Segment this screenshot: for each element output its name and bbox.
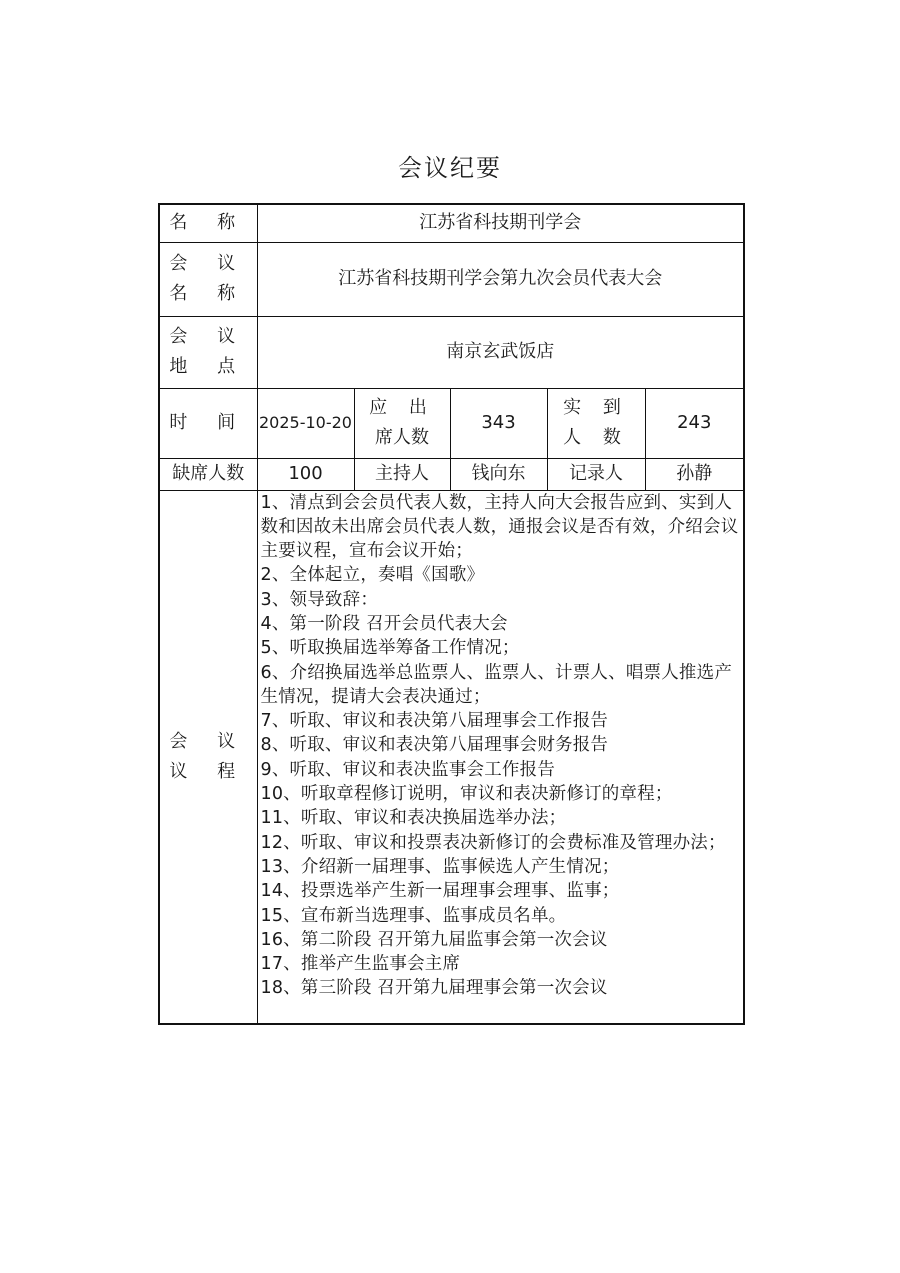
agenda-item: 1、清点到会会员代表人数，主持人向大会报告应到、实到人数和因故未出席会员代表人数，通报会议是否有效，介绍会议主要议程，宣布会议开始； (260, 492, 739, 562)
document-title: 会议纪要 (398, 154, 502, 182)
meeting-minutes-table (158, 203, 745, 1025)
meeting-place-label-line2: 地 点 (169, 356, 248, 377)
name-value: 江苏省科技期刊学会 (257, 204, 744, 242)
actual-label-line1: 实 到 (563, 397, 629, 418)
agenda-item: 18、第三阶段 召开第九届理事会第一次会议 (260, 978, 608, 999)
expected-attendance-value: 343 (450, 388, 547, 458)
agenda-item: 3、领导致辞： (260, 589, 379, 610)
agenda-item: 4、第一阶段 召开会员代表大会 (260, 613, 508, 634)
expected-label-line2: 席人数 (375, 427, 429, 448)
agenda-item: 5、听取换届选举筹备工作情况； (260, 638, 520, 659)
row-name (159, 204, 744, 242)
agenda-content (257, 490, 744, 1024)
agenda-item: 7、听取、审议和表决第八届理事会工作报告 (260, 711, 609, 732)
meeting-name-label-line1: 会 议 (169, 253, 248, 274)
expected-label-line1: 应 出 (369, 397, 435, 418)
agenda-item: 6、介绍换届选举总监票人、监票人、计票人、唱票人推选产生情况，提请大会表决通过； (260, 662, 733, 707)
meeting-name-label-line2: 名 称 (169, 283, 248, 304)
row-absence (159, 458, 744, 490)
actual-label-line2: 人 数 (563, 427, 629, 448)
name-label: 名 称 (159, 204, 257, 242)
meeting-place-value: 南京玄武饭店 (257, 316, 744, 388)
agenda-item: 17、推举产生监事会主席 (260, 954, 461, 975)
agenda-item: 15、宣布新当选理事、监事成员名单。 (260, 905, 567, 926)
agenda-label-line1: 会 议 (169, 730, 248, 752)
row-time (159, 388, 744, 458)
agenda-item: 10、听取章程修订说明，审议和表决新修订的章程； (260, 784, 673, 805)
agenda-item: 16、第二阶段 召开第九届监事会第一次会议 (260, 929, 608, 950)
recorder-value: 孙静 (645, 458, 744, 490)
agenda-item: 11、听取、审议和表决换届选举办法； (260, 808, 567, 829)
actual-attendance-label (547, 388, 645, 458)
agenda-label-line2: 议 程 (169, 760, 248, 782)
time-label: 时 间 (159, 388, 257, 458)
agenda-item: 8、听取、审议和表决第八届理事会财务报告 (260, 735, 609, 756)
meeting-name-value: 江苏省科技期刊学会第九次会员代表大会 (257, 242, 744, 316)
meeting-place-label (159, 316, 257, 388)
absent-label: 缺席人数 (159, 458, 257, 490)
host-value: 钱向东 (450, 458, 547, 490)
row-meeting-place (159, 316, 744, 388)
agenda-item: 9、听取、审议和表决监事会工作报告 (260, 759, 556, 780)
row-meeting-name (159, 242, 744, 316)
agenda-item: 2、全体起立，奏唱《国歌》 (260, 565, 485, 586)
actual-attendance-value: 243 (645, 388, 744, 458)
absent-value: 100 (257, 458, 354, 490)
row-agenda (159, 490, 744, 1024)
host-label: 主持人 (354, 458, 450, 490)
meeting-name-label (159, 242, 257, 316)
agenda-label (159, 490, 257, 1024)
agenda-item: 13、介绍新一届理事、监事候选人产生情况； (260, 856, 620, 877)
expected-attendance-label (354, 388, 450, 458)
recorder-label: 记录人 (547, 458, 645, 490)
agenda-list (261, 491, 744, 1001)
agenda-item: 12、听取、审议和投票表决新修订的会费标准及管理办法； (260, 832, 726, 853)
agenda-item: 14、投票选举产生新一届理事会理事、监事； (260, 881, 620, 902)
time-value: 2025-10-20 (257, 388, 354, 458)
meeting-place-label-line1: 会 议 (169, 326, 248, 347)
